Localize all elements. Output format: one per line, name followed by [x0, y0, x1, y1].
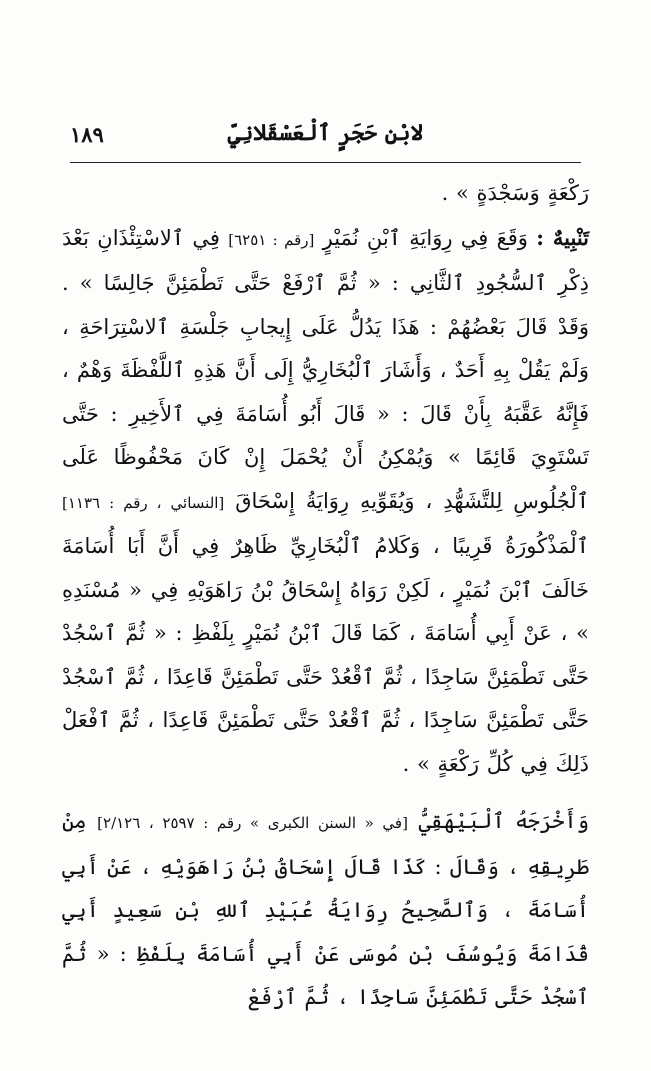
- reference-bracket: [رقم : ٦٢٥١]: [228, 230, 315, 249]
- body-text: [62, 172, 589, 1020]
- paragraph-1: [62, 172, 589, 216]
- header-title: لابْنِ حَجَرٍ ٱلْعَسْقَلانِيِّ: [227, 120, 424, 146]
- reference-bracket: [النسائي ، رقم : ١١٣٦]: [62, 493, 225, 512]
- reference-bracket: [في « السنن الكبرى » رقم : ٢٥٩٧ ، ٢/١٢٦]: [97, 814, 408, 832]
- note-label: تَنْبِيهٌ :: [536, 224, 590, 250]
- text-segment: فِي ٱلاسْتِئْذَانِ بَعْدَ ذِكْرِ ٱلسُّجُودِ ٱلثَّانِي : « ثُمَّ ٱرْفَعْ حَتَّى تَطْمَئِنَّ جَالِسًا » . وَقَدْ قَالَ بَعْضُهُمْ : هَذَا يَدُلُّ عَلَى إِيجابِ جَلْسَةِ ٱلاسْتِرَاحَةِ ، وَلَمْ يَقُلْ بِهِ أَحَدٌ ، وَأَشَارَ ٱلْبُخَارِيُّ إِلَى أَنَّ هَذِهِ ٱللَّفْظَةَ وَهْمٌ ، فَإِنَّهُ عَقَّبَهُ بِأَنْ قَالَ : « قَالَ أَبُو أُسَامَةَ فِي ٱلأَخِيرِ : حَتَّى تَسْتَوِيَ قَائِمًا » وَيُمْكِنُ أَنْ يُحْمَلَ إِنْ كَانَ مَحْفُوظًا عَلَى ٱلْجُلُوسِ لِلتَّشَهُّدِ ، وَيُقَوِّيهِ رِوَايَةُ إِسْحَاقَ: [62, 225, 590, 513]
- text-segment: وَأَخْرَجَهُ ٱلْبَيْهَقِيُّ: [407, 809, 589, 833]
- running-header: [70, 112, 581, 163]
- text-segment: رَكْعَةٍ وَسَجْدَةٍ » .: [441, 181, 589, 205]
- text-segment: ٱلْمَذْكُورَةُ قَرِيبًا ، وَكَلامُ ٱلْبُخَارِيِّ ظَاهِرٌ فِي أَنَّ أَبَا أُسَامَةَ خَالَفَ ٱبْنَ نُمَيْرٍ ، لَكِنْ رَوَاهُ إِسْحَاقُ بْنُ رَاهَوَيْهِ فِي « مُسْنَدِهِ » ، عَنْ أَبِي أُسَامَةَ ، كَمَا قَالَ ٱبْنُ نُمَيْرٍ بِلَفْظِ : « ثُمَّ ٱسْجُدْ حَتَّى تَطْمَئِنَّ سَاجِدًا ، ثُمَّ ٱقْعُدْ حَتَّى تَطْمَئِنَّ قَاعِدًا ، ثُمَّ ٱسْجُدْ حَتَّى تَطْمَئِنَّ سَاجِدًا ، ثُمَّ ٱقْعُدْ حَتَّى تَطْمَئِنَّ قَاعِدًا ، ثُمَّ ٱفْعَلْ ذَلِكَ فِي كُلِّ رَكْعَةٍ » .: [62, 534, 589, 776]
- text-segment: وَقَعَ فِي رِوَايَةِ ٱبْنِ نُمَيْرٍ: [314, 225, 537, 250]
- paragraph-2: [62, 216, 589, 787]
- paragraph-3: [62, 800, 589, 1020]
- text-segment: مِنْ طَرِيقِهِ ، وَقَالَ : كَذَا قَالَ إِسْحَاقُ بْنُ رَاهَوَيْهِ ، عَنْ أَبِي أُسَامَةَ ، وَٱلصَّحِيحُ رِوَايَةُ عُبَيْدِ ٱللهِ بْنِ سَعِيدٍ أَبِي قُدَامَةَ وَيُوسُفَ بْنِ مُوسَى عَنْ أَبِي أُسَامَةَ بِلَفْظِ : « ثُمَّ ٱسْجُدْ حَتَّى تَطْمَئِنَّ سَاجِدًا ، ثُمَّ ٱرْفَعْ: [62, 809, 589, 1009]
- page-number: ١٨٩: [70, 122, 104, 147]
